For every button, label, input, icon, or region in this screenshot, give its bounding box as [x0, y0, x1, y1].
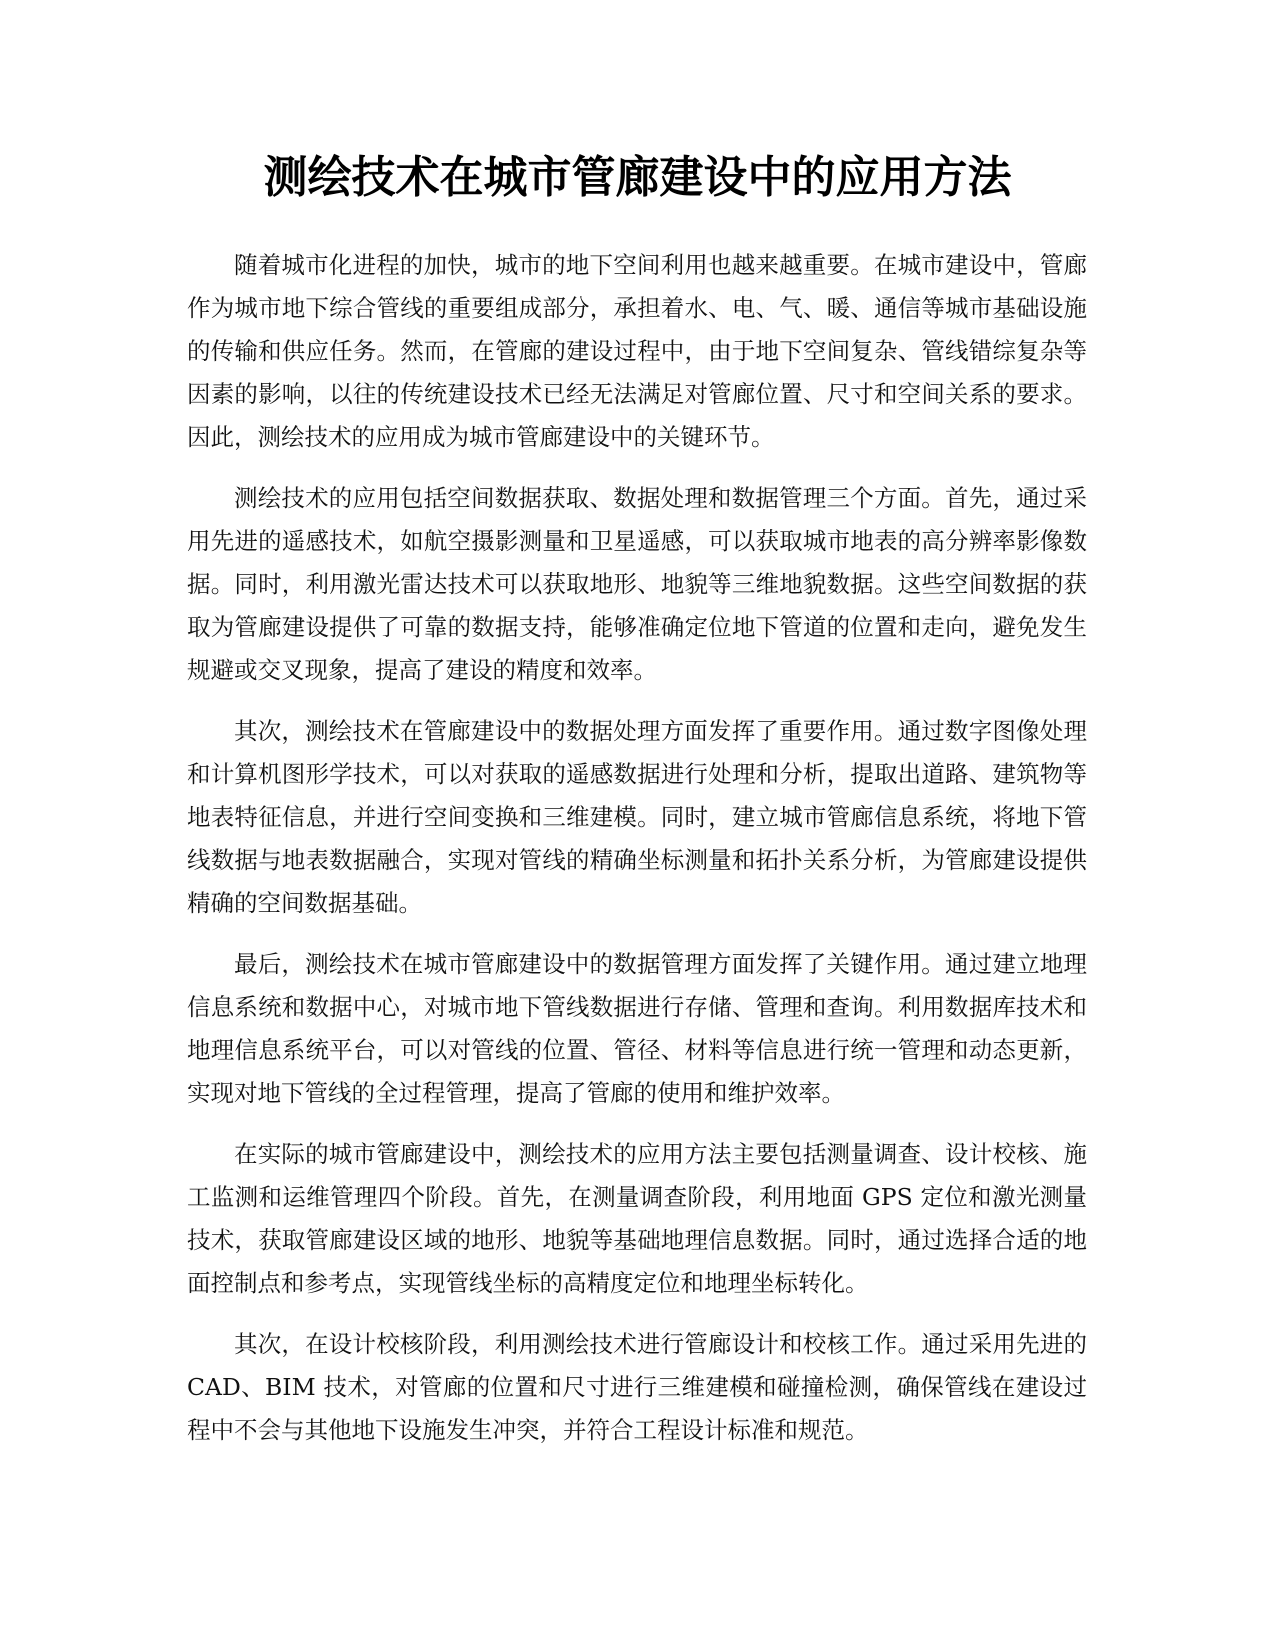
paragraph-3: 其次，测绘技术在管廊建设中的数据处理方面发挥了重要作用。通过数字图像处理和计算机图形学技术，可以对获取的遥感数据进行处理和分析，提取出道路、建筑物等地表特征信息，并进行空间变换和三维建模。同时，建立城市管廊信息系统，将地下管线数据与地表数据融合，实现对管线的精确坐标测量和拓扑关系分析，为管廊建设提供精确的空间数据基础。 — [187, 717, 1087, 917]
paragraph-6: 其次，在设计校核阶段，利用测绘技术进行管廊设计和校核工作。通过采用先进的 CAD、BIM 技术，对管廊的位置和尺寸进行三维建模和碰撞检测，确保管线在建设过程中不会与其他地下设施发生冲突，并符合工程设计标准和规范。 — [187, 1330, 1087, 1444]
document-title: 测绘技术在城市管廊建设中的应用方法 — [263, 152, 1012, 203]
paragraph-5: 在实际的城市管廊建设中，测绘技术的应用方法主要包括测量调查、设计校核、施工监测和运维管理四个阶段。首先，在测量调查阶段，利用地面 GPS 定位和激光测量技术，获取管廊建设区域的地形、地貌等基础地理信息数据。同时，通过选择合适的地面控制点和参考点，实现管线坐标的高精度定位和地理坐标转化。 — [187, 1140, 1087, 1297]
paragraph-1: 随着城市化进程的加快，城市的地下空间利用也越来越重要。在城市建设中，管廊作为城市地下综合管线的重要组成部分，承担着水、电、气、暖、通信等城市基础设施的传输和供应任务。然而，在管廊的建设过程中，由于地下空间复杂、管线错综复杂等因素的影响，以往的传统建设技术已经无法满足对管廊位置、尺寸和空间关系的要求。因此，测绘技术的应用成为城市管廊建设中的关键环节。 — [187, 251, 1087, 451]
paragraph-4: 最后，测绘技术在城市管廊建设中的数据管理方面发挥了关键作用。通过建立地理信息系统和数据中心，对城市地下管线数据进行存储、管理和查询。利用数据库技术和地理信息系统平台，可以对管线的位置、管径、材料等信息进行统一管理和动态更新，实现对地下管线的全过程管理，提高了管廊的使用和维护效率。 — [187, 950, 1087, 1107]
document-body — [187, 244, 1087, 1470]
paragraph-2: 测绘技术的应用包括空间数据获取、数据处理和数据管理三个方面。首先，通过采用先进的遥感技术，如航空摄影测量和卫星遥感，可以获取城市地表的高分辨率影像数据。同时，利用激光雷达技术可以获取地形、地貌等三维地貌数据。这些空间数据的获取为管廊建设提供了可靠的数据支持，能够准确定位地下管道的位置和走向，避免发生规避或交叉现象，提高了建设的精度和效率。 — [187, 484, 1087, 684]
